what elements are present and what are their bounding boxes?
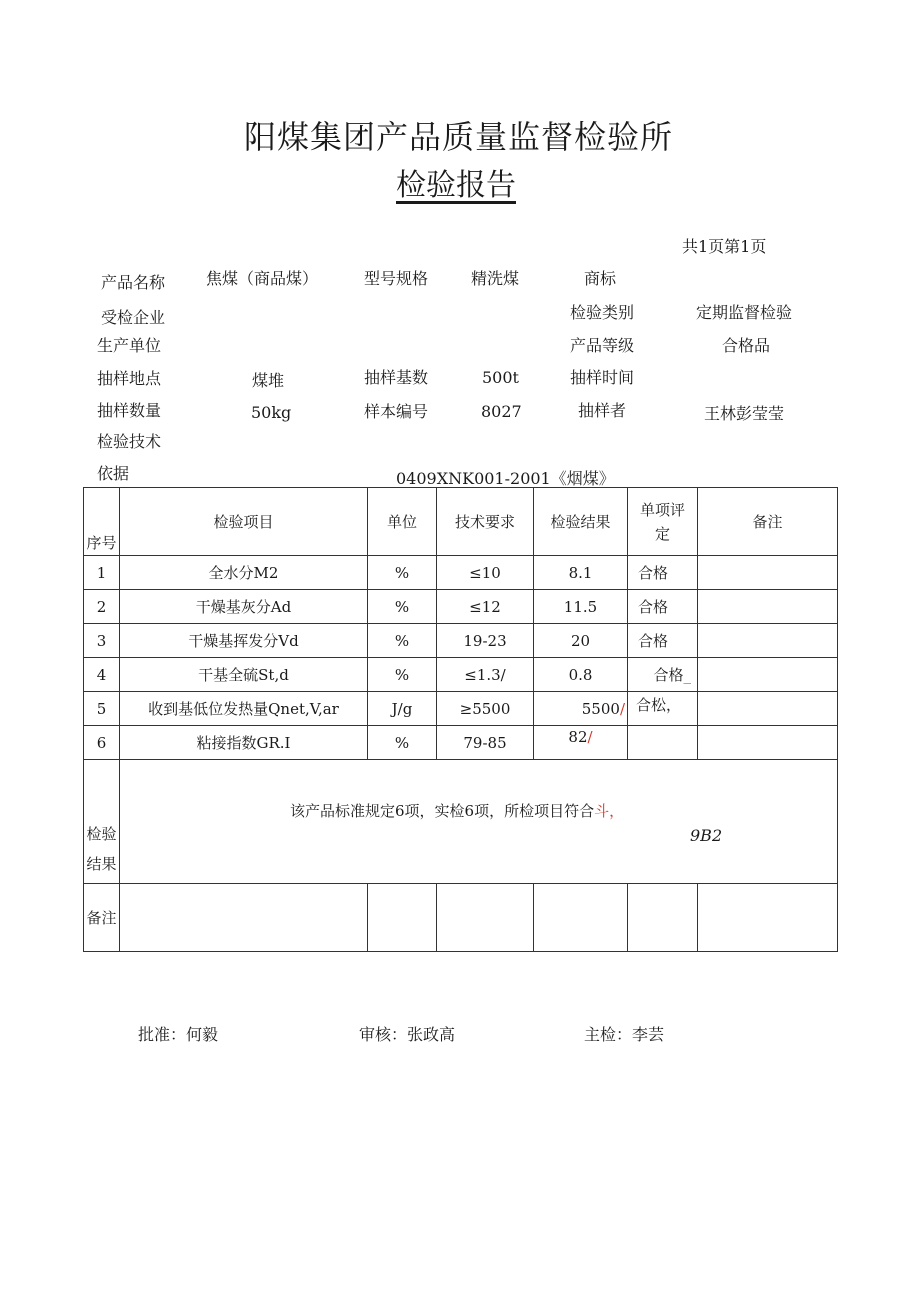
row-item: 粘接指数GR.I — [120, 726, 368, 760]
row-result — [534, 726, 628, 760]
red-underline-mark: _ — [683, 666, 691, 684]
conclusion-label-line1: 检验 — [86, 825, 117, 843]
conclusion-text: 该产品标准规定6项，实检6项，所检项目符合 — [290, 802, 595, 820]
reviewer-signature: 审核：张政高 — [359, 1025, 456, 1044]
row-seq: 6 — [84, 726, 120, 760]
row-verdict-text: 合格 — [653, 666, 684, 684]
brand-label: 商标 — [584, 269, 617, 288]
row-requirement: ≥5500 — [437, 692, 534, 726]
row-remark — [698, 692, 838, 726]
row-item: 全水分M2 — [120, 556, 368, 590]
row-verdict: 合格 — [628, 556, 698, 590]
header-result: 检验结果 — [534, 488, 628, 556]
sample-no-label: 样本编号 — [364, 402, 429, 421]
basis-label-line2: 依据 — [97, 464, 130, 483]
remark-cell — [120, 884, 368, 952]
row-requirement: 79-85 — [437, 726, 534, 760]
remark-row — [84, 884, 838, 952]
product-name-label: 产品名称 — [101, 273, 166, 292]
row-seq: 1 — [84, 556, 120, 590]
table-row — [84, 658, 838, 692]
conclusion-code: 9B2 — [690, 826, 723, 845]
remark-cell — [628, 884, 698, 952]
sampling-base-label: 抽样基数 — [364, 368, 429, 387]
row-remark — [698, 590, 838, 624]
row-verdict — [628, 658, 698, 692]
row-unit: % — [368, 726, 437, 760]
remark-cell — [368, 884, 437, 952]
conclusion-row — [84, 760, 838, 884]
header-unit: 单位 — [368, 488, 437, 556]
row-requirement: ≤10 — [437, 556, 534, 590]
basis-label-line1: 检验技术 — [97, 432, 162, 451]
row-unit: % — [368, 624, 437, 658]
remark-cell — [534, 884, 628, 952]
row-requirement: ≤12 — [437, 590, 534, 624]
conclusion-label — [84, 760, 120, 884]
conclusion-text-line — [290, 800, 624, 821]
row-requirement: ≤1.3/ — [437, 658, 534, 692]
header-verdict-line1: 单项评 — [639, 500, 685, 519]
row-unit: % — [368, 658, 437, 692]
header-verdict-line2: 定 — [654, 524, 670, 543]
conclusion-cell — [120, 760, 838, 884]
model-label: 型号规格 — [364, 269, 429, 288]
header-requirement: 技术要求 — [437, 488, 534, 556]
producer-label: 生产单位 — [97, 336, 162, 355]
row-seq: 2 — [84, 590, 120, 624]
row-item: 干燥基灰分Ad — [120, 590, 368, 624]
remark-label: 备注 — [84, 884, 120, 952]
row-remark — [698, 556, 838, 590]
approver-signature: 批准：何毅 — [138, 1025, 219, 1044]
row-item: 干基全硫St,d — [120, 658, 368, 692]
basis-value: 0409XNK001-2001《烟煤》 — [396, 469, 615, 488]
conclusion-red-mark: 斗， — [594, 802, 625, 820]
row-result — [534, 692, 628, 726]
page-info: 共1页第1页 — [682, 237, 767, 256]
row-item: 干燥基挥发分Vd — [120, 624, 368, 658]
grade-label: 产品等级 — [570, 336, 635, 355]
row-result: 20 — [534, 624, 628, 658]
remark-cell — [698, 884, 838, 952]
row-result: 11.5 — [534, 590, 628, 624]
row-verdict — [628, 726, 698, 760]
table-row — [84, 692, 838, 726]
sampling-place-value: 煤堆 — [252, 371, 285, 390]
document-subtitle: 检验报告 — [396, 168, 516, 203]
header-item: 检验项目 — [120, 488, 368, 556]
row-remark — [698, 624, 838, 658]
model-value: 精洗煤 — [471, 269, 520, 288]
sampling-place-label: 抽样地点 — [97, 369, 162, 388]
red-slash-mark: / — [587, 728, 593, 746]
remark-cell — [437, 884, 534, 952]
sampling-qty-value: 50kg — [251, 403, 292, 422]
header-remark: 备注 — [698, 488, 838, 556]
conclusion-label-line2: 结果 — [86, 855, 117, 873]
table-row — [84, 726, 838, 760]
row-remark — [698, 726, 838, 760]
table-header-row — [84, 488, 838, 556]
row-result-text: 82 — [568, 728, 588, 746]
row-result: 0.8 — [534, 658, 628, 692]
red-slash-mark: / — [619, 699, 625, 718]
row-remark — [698, 658, 838, 692]
table-row — [84, 624, 838, 658]
sampling-time-label: 抽样时间 — [570, 368, 635, 387]
sample-no-value: 8027 — [481, 402, 522, 421]
row-item: 收到基低位发热量Qnet,V,ar — [120, 692, 368, 726]
inspection-type-value: 定期监督检验 — [696, 303, 793, 322]
header-verdict — [628, 488, 698, 556]
sampler-label: 抽样者 — [578, 401, 627, 420]
sampling-base-value: 500t — [482, 368, 519, 387]
results-table — [83, 487, 838, 952]
document-title: 阳煤集团产品质量监督检验所 — [244, 118, 674, 156]
row-requirement: 19-23 — [437, 624, 534, 658]
table-row — [84, 590, 838, 624]
grade-value: 合格品 — [722, 336, 771, 355]
row-unit: % — [368, 590, 437, 624]
row-verdict: 合格 — [628, 590, 698, 624]
row-result-text: 5500 — [581, 699, 620, 718]
row-unit: % — [368, 556, 437, 590]
header-seq: 序号 — [84, 488, 120, 556]
row-result: 8.1 — [534, 556, 628, 590]
row-verdict: 合松， — [628, 692, 698, 726]
row-verdict: 合格 — [628, 624, 698, 658]
chief-inspector-signature: 主检：李芸 — [584, 1025, 665, 1044]
inspection-type-label: 检验类别 — [570, 303, 635, 322]
product-name-value: 焦煤（商品煤） — [206, 269, 319, 288]
row-seq: 5 — [84, 692, 120, 726]
row-unit: J/g — [368, 692, 437, 726]
sampler-value: 王林彭莹莹 — [704, 404, 785, 423]
sampling-qty-label: 抽样数量 — [97, 401, 162, 420]
table-row — [84, 556, 838, 590]
row-seq: 4 — [84, 658, 120, 692]
inspected-company-label: 受检企业 — [101, 308, 166, 327]
row-seq: 3 — [84, 624, 120, 658]
